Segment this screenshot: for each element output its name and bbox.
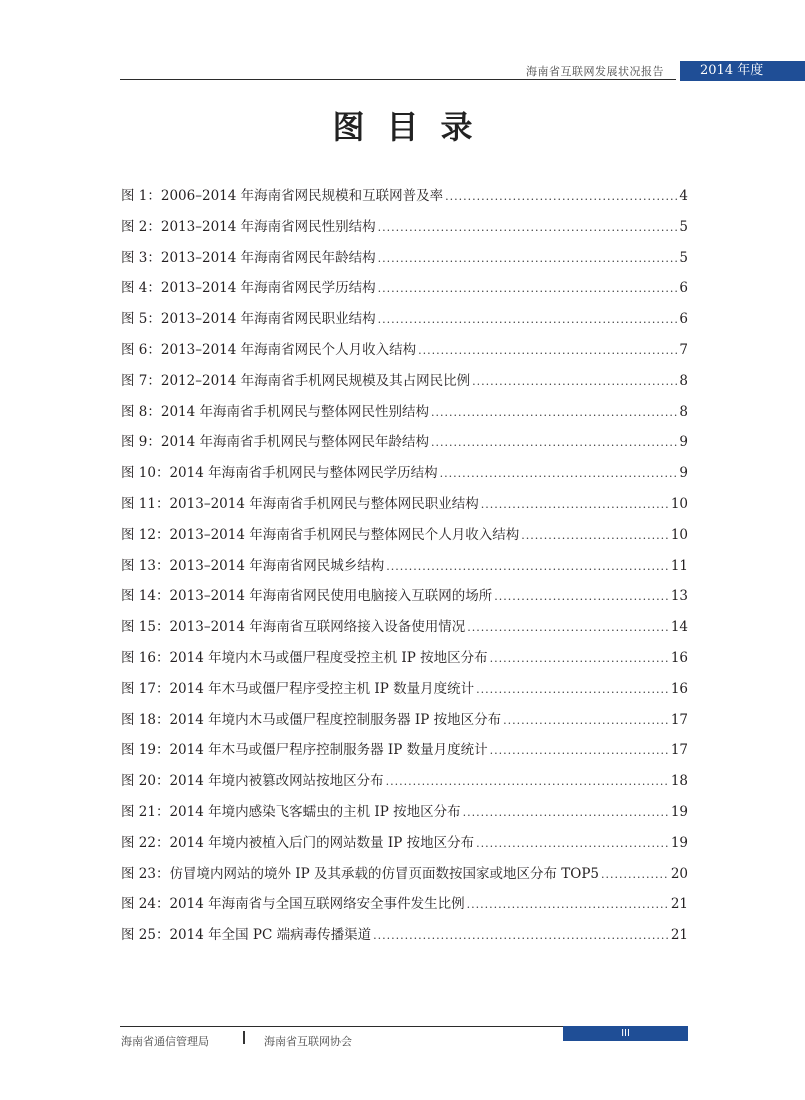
toc-leader-dots [445, 190, 677, 203]
toc-entry-page: 8 [679, 372, 688, 389]
toc-entry-label: 图 7：2012–2014 年海南省手机网民规模及其占网民比例 [121, 372, 471, 389]
toc-leader-dots [386, 775, 669, 788]
toc-entry[interactable] [121, 677, 688, 708]
toc-entry[interactable] [121, 862, 688, 893]
toc-entry-label: 图 25：2014 年全国 PC 端病毒传播渠道 [121, 927, 372, 944]
header-year-badge: 2014 年度 [680, 61, 805, 81]
toc-leader-dots [601, 868, 669, 881]
toc-entry[interactable] [121, 523, 688, 554]
toc-entry-label: 图 20：2014 年境内被篡改网站按地区分布 [121, 773, 384, 790]
toc-entry[interactable] [121, 646, 688, 677]
toc-entry-label: 图 18：2014 年境内木马或僵尸程度控制服务器 IP 按地区分布 [121, 711, 502, 728]
toc-entry-page: 7 [679, 341, 688, 358]
toc-entry[interactable] [121, 584, 688, 615]
toc-entry-page: 21 [670, 927, 688, 944]
toc-leader-dots [378, 313, 678, 326]
toc-entry-label: 图 13：2013–2014 年海南省网民城乡结构 [121, 557, 385, 574]
toc-entry[interactable] [121, 708, 688, 739]
toc-entry-page: 17 [670, 742, 688, 759]
toc-leader-dots [503, 714, 669, 727]
toc-entry-label: 图 15：2013–2014 年海南省互联网络接入设备使用情况 [121, 619, 466, 636]
toc-entry-page: 10 [670, 526, 688, 543]
toc-leader-dots [378, 221, 678, 234]
toc-entry-page: 9 [679, 465, 688, 482]
toc-entry-label: 图 21：2014 年境内感染飞客蠕虫的主机 IP 按地区分布 [121, 803, 461, 820]
toc-leader-dots [373, 929, 669, 942]
toc-leader-dots [440, 467, 678, 480]
toc-entry-page: 19 [670, 834, 688, 851]
toc-entry-page: 10 [670, 495, 688, 512]
toc-entry-label: 图 10：2014 年海南省手机网民与整体网民学历结构 [121, 465, 438, 482]
toc-leader-dots [521, 529, 669, 542]
toc-entry-label: 图 9：2014 年海南省手机网民与整体网民年龄结构 [121, 434, 430, 451]
toc-leader-dots [467, 621, 669, 634]
toc-entry[interactable] [121, 554, 688, 585]
toc-entry-label: 图 16：2014 年境内木马或僵尸程度受控主机 IP 按地区分布 [121, 649, 488, 666]
toc-entry[interactable] [121, 430, 688, 461]
toc-leader-dots [467, 898, 669, 911]
toc-entry[interactable] [121, 246, 688, 277]
toc-entry-label: 图 24：2014 年海南省与全国互联网络安全事件发生比例 [121, 896, 465, 913]
toc-entry-label: 图 11：2013–2014 年海南省手机网民与整体网民职业结构 [121, 495, 479, 512]
toc-entry[interactable] [121, 923, 688, 954]
toc-leader-dots [472, 375, 677, 388]
toc-entry[interactable] [121, 184, 688, 215]
toc-entry-page: 6 [679, 280, 688, 297]
toc-entry-page: 5 [679, 218, 688, 235]
toc-entry[interactable] [121, 892, 688, 923]
toc-entry-label: 图 17：2014 年木马或僵尸程序受控主机 IP 数量月度统计 [121, 680, 475, 697]
toc-entry-label: 图 12：2013–2014 年海南省手机网民与整体网民个人月收入结构 [121, 526, 520, 543]
toc-entry-label: 图 6：2013–2014 年海南省网民个人月收入结构 [121, 341, 417, 358]
toc-leader-dots [418, 344, 677, 357]
toc-entry-label: 图 5：2013–2014 年海南省网民职业结构 [121, 311, 376, 328]
toc-leader-dots [431, 406, 677, 419]
toc-entry-page: 17 [670, 711, 688, 728]
toc-entry[interactable] [121, 400, 688, 431]
toc-entry-page: 11 [670, 557, 688, 574]
toc-entry[interactable] [121, 800, 688, 831]
toc-leader-dots [476, 683, 669, 696]
figure-toc-list [121, 184, 688, 954]
toc-entry-page: 9 [679, 434, 688, 451]
footer-page-number: III [621, 1028, 630, 1039]
toc-entry-label: 图 23：仿冒境内网站的境外 IP 及其承载的仿冒页面数按国家或地区分布 TOP5 [121, 865, 600, 882]
toc-entry-label: 图 4：2013–2014 年海南省网民学历结构 [121, 280, 376, 297]
toc-entry-label: 图 19：2014 年木马或僵尸程序控制服务器 IP 数量月度统计 [121, 742, 488, 759]
toc-entry-page: 21 [670, 896, 688, 913]
toc-entry-page: 19 [670, 803, 688, 820]
footer-org-left: 海南省通信管理局 [121, 1035, 209, 1048]
toc-entry[interactable] [121, 831, 688, 862]
toc-leader-dots [386, 560, 669, 573]
toc-leader-dots [431, 436, 677, 449]
toc-entry-page: 16 [670, 680, 688, 697]
toc-entry-page: 20 [670, 865, 688, 882]
toc-entry[interactable] [121, 461, 688, 492]
toc-leader-dots [481, 498, 669, 511]
toc-entry[interactable] [121, 769, 688, 800]
toc-leader-dots [494, 590, 669, 603]
toc-entry-page: 4 [679, 188, 688, 204]
toc-entry-page: 6 [679, 311, 688, 328]
toc-leader-dots [476, 837, 669, 850]
toc-leader-dots [490, 744, 669, 757]
toc-entry[interactable] [121, 215, 688, 246]
toc-leader-dots [378, 252, 678, 265]
footer-separator [243, 1031, 245, 1044]
page-title: 图目录 [332, 108, 495, 146]
toc-entry-page: 14 [670, 619, 688, 636]
toc-entry-page: 16 [670, 649, 688, 666]
toc-leader-dots [463, 806, 669, 819]
toc-entry[interactable] [121, 307, 688, 338]
toc-entry[interactable] [121, 492, 688, 523]
toc-entry-label: 图 22：2014 年境内被植入后门的网站数量 IP 按地区分布 [121, 834, 475, 851]
toc-entry-page: 18 [670, 773, 688, 790]
header-rule [120, 79, 676, 80]
toc-leader-dots [490, 652, 669, 665]
toc-leader-dots [378, 282, 678, 295]
toc-entry-page: 8 [679, 403, 688, 420]
footer-org-right: 海南省互联网协会 [264, 1035, 352, 1048]
toc-entry-label: 图 8：2014 年海南省手机网民与整体网民性别结构 [121, 403, 430, 420]
toc-entry[interactable] [121, 738, 688, 769]
toc-entry-page: 5 [679, 249, 688, 266]
toc-entry-label: 图 2：2013–2014 年海南省网民性别结构 [121, 218, 376, 235]
toc-entry-page: 13 [670, 588, 688, 605]
toc-entry[interactable] [121, 369, 688, 400]
toc-entry[interactable] [121, 276, 688, 307]
toc-entry-label: 图 3：2013–2014 年海南省网民年龄结构 [121, 249, 376, 266]
toc-entry[interactable] [121, 338, 688, 369]
toc-entry-label: 图 14：2013–2014 年海南省网民使用电脑接入互联网的场所 [121, 588, 493, 605]
header-report-title: 海南省互联网发展状况报告 [526, 65, 664, 78]
toc-entry-label: 图 1：2006–2014 年海南省网民规模和互联网普及率 [121, 188, 444, 204]
toc-entry[interactable] [121, 615, 688, 646]
